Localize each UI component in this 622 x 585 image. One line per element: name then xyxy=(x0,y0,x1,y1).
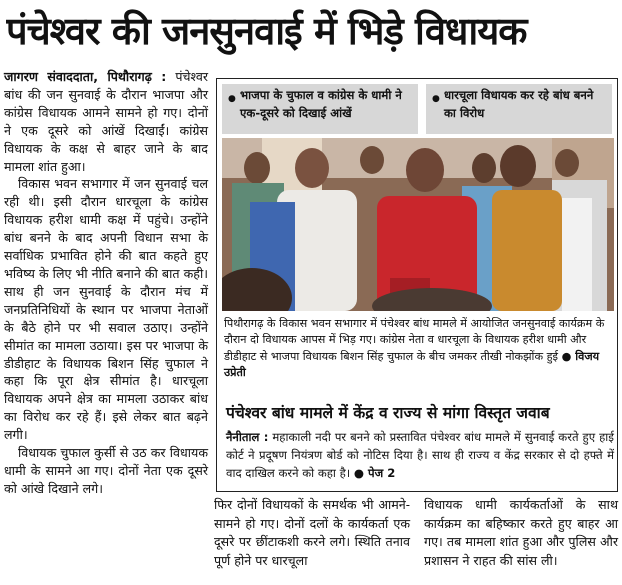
page-reference: ● पेज 2 xyxy=(353,466,396,480)
paragraph-1: पंचेश्वर बांध की जन सुनवाई के दौरान भाजपा और कांग्रेस विधायक आमने सामने हो गए। दोनों ने एक दूसरे को आंखें दिखाईं। कांग्रेस विधायक के कक्ष से बाहर जाने के बाद मामला शांत हुआ। xyxy=(4,69,208,174)
headline: पंचेश्वर की जनसुनवाई में भिड़े विधायक xyxy=(6,9,527,53)
dateline: जागरण संवाददाता, पिथौरागढ़ : xyxy=(4,69,167,84)
bullet-icon: ● xyxy=(228,94,236,104)
news-photo xyxy=(222,138,614,311)
news-brief xyxy=(226,428,614,482)
article-column-3: विधायक धामी कार्यकर्ताओं के साथ कार्यक्रम का बहिष्कार करते हुए बाहर आ गए। तब मामला शांत हुआ और पुलिस और प्रशासन ने राहत की सांस ली। xyxy=(424,497,618,568)
paragraph-2: विकास भवन सभागार में जन सुनवाई चल रही थी। इसी दौरान धारचूला के कांग्रेस विधायक हरीश धामी कक्ष में पहुंचे। उन्होंने बांध बनने के बाद अपनी विधान सभा के सर्वाधिक प्रभावित होने की बात कहते हुए भविष्य के लिए भी नीति बनाने की बात कही। साथ ही जन सुनवाई के दौरान मंच में जनप्रतिनिधियों के स्थान पर भाजपा नेताओं के बैठे होने पर भी सवाल उठाए। उन्होंने सीमांत का मामला उठाया। इस पर भाजपा के डीडीहाट के विधायक बिशन सिंह चुफाल ने कहा कि पूरा क्षेत्र सीमांत है। धारचूला विधायक अपने क्षेत्र का मामला उठाकर बांध का विरोध कर रहे हैं। इसे लेकर बात बढ़ने लगी। xyxy=(4,176,208,443)
photo-credit: ● विजय उप्रेती xyxy=(224,349,600,380)
article-column-2: फिर दोनों विधायकों के समर्थक भी आमने-सामने हो गए। दोनों दलों के कार्यकर्ता एक दूसरे पर छींटाकशी करने लगे। स्थिति तनाव पूर्ण होने पर धारचूला xyxy=(214,497,410,568)
bullet-icon: ● xyxy=(432,94,440,104)
kicker-2: ● धारचूला विधायक कर रहे बांध बनने का विरोध xyxy=(426,84,612,134)
brief-dateline: नैनीताल : xyxy=(226,430,269,444)
paragraph-3: विधायक चुफाल कुर्सी से उठ कर विधायक धामी के सामने आ गए। दोनों नेता एक दूसरे को आंखे दिखाने लगे। xyxy=(4,445,208,496)
kicker-1: ● भाजपा के चुफाल व कांग्रेस के धामी ने एक-दूसरे को दिखाई आंखें xyxy=(222,84,418,134)
article-column-1 xyxy=(4,68,208,498)
photo-caption: पिथौरागढ़ के विकास भवन सभागार में पंचेश्वर बांध मामले में आयोजित जनसुनवाई कार्यक्रम के दौरान दो विधायक आपस में भिड़ गए। कांग्रेस नेता व धारचूला के विधायक हरीश धामी और डीडीहाट से भाजपा विधायक बिशन सिंह चुफाल के बीच जमकर तीखी नोकझोंक हुई ● विजय उप्रेती xyxy=(224,317,605,380)
sub-headline: पंचेश्वर बांध मामले में केंद्र व राज्य से मांगा विस्तृत जवाब xyxy=(226,404,550,422)
brief-text: महाकाली नदी पर बनने को प्रस्तावित पंचेश्वर बांध मामले में सुनवाई करते हुए हाई कोर्ट ने प्रदूषण नियंत्रण बोर्ड को नोटिस दिया है। साथ ही राज्य व केंद्र सरकार से दो हफ्ते में वाद दाखिल करने को कहा है। xyxy=(226,430,614,480)
